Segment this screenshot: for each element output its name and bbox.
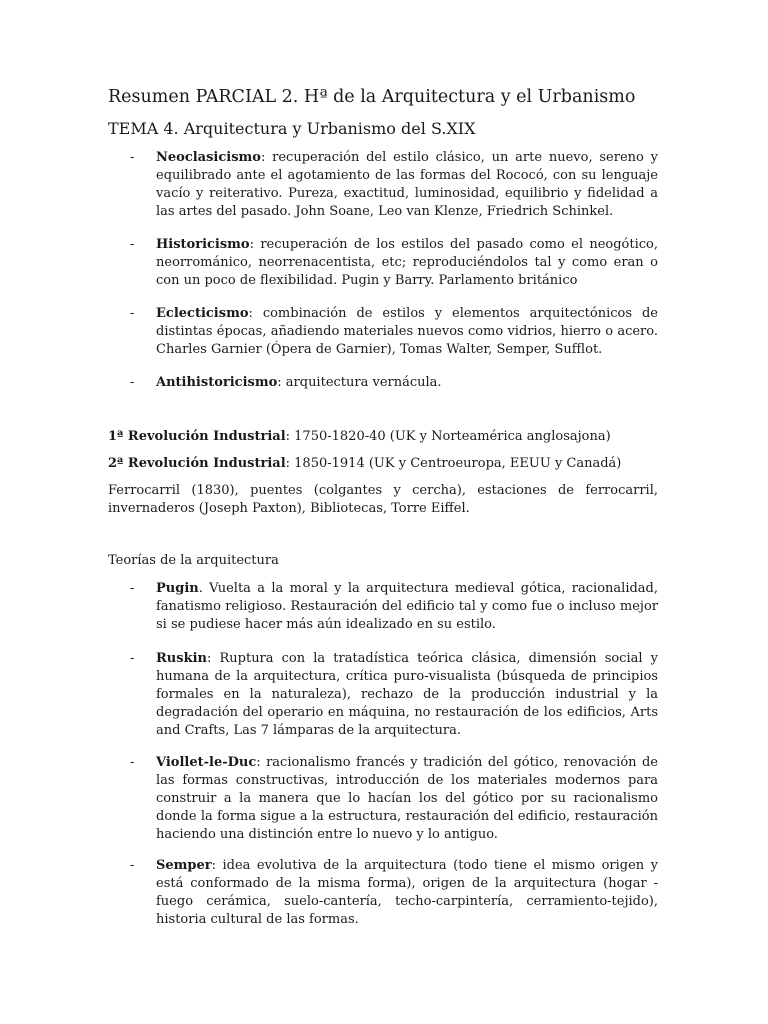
bullet-term: Ruskin (156, 651, 207, 666)
bullet-text (156, 857, 658, 929)
bullet-description: : arquitectura vernácula. (277, 375, 442, 390)
bullet-dash: - (130, 237, 135, 252)
bullet-dash: - (130, 755, 135, 770)
bullet-dash: - (130, 306, 135, 321)
bullet-term: Semper (156, 858, 212, 873)
revolution-term: 2ª Revolución Industrial (108, 456, 286, 471)
bullet-dash: - (130, 375, 135, 390)
bullet-term: Pugin (156, 581, 199, 596)
revolution-term: 1ª Revolución Industrial (108, 429, 286, 444)
section-heading-tema-4: TEMA 4. Arquitectura y Urbanismo del S.XIX (108, 119, 476, 138)
theories-heading: Teorías de la arquitectura (108, 553, 279, 568)
bullet-term: Eclecticismo (156, 306, 249, 321)
bullet-text (156, 374, 658, 392)
bullet-dash: - (130, 581, 135, 596)
bullet-term: Antihistoricismo (156, 375, 278, 390)
revolution-dates: : 1750-1820-40 (UK y Norteamérica anglosajona) (285, 429, 611, 444)
bullet-text (156, 580, 658, 634)
bullet-dash: - (130, 651, 135, 666)
bullet-text (156, 754, 658, 844)
revolution-line-2 (108, 455, 658, 473)
bullet-description: : recuperación del estilo clásico, un arte nuevo, sereno y equilibrado ante el agotamiento de las formas del Rococó, con su lenguaje vacío y reiterativo. Pureza, exactitud, luminosidad, equilibrio y fidelidad a las artes del pasado. John Soane, Leo van Klenze, Friedrich Schinkel. (156, 150, 658, 219)
bullet-text (156, 149, 658, 221)
bullet-term: Neoclasicismo (156, 150, 261, 165)
bullet-term: Historicismo (156, 237, 250, 252)
bullet-description: . Vuelta a la moral y la arquitectura medieval gótica, racionalidad, fanatismo religioso. Restauración del edificio tal y como fue o incluso mejor si se pudiese hacer más aún idealizado en su estilo. (156, 581, 658, 632)
bullet-text (156, 236, 658, 290)
bullet-description: : combinación de estilos y elementos arquitectónicos de distintas épocas, añadiendo materiales nuevos como vidrios, hierro o acero. Charles Garnier (Ópera de Garnier), Tomas Walter, Semper, Sufflot. (156, 306, 658, 357)
bullet-text (156, 650, 658, 740)
document-title: Resumen PARCIAL 2. Hª de la Arquitectura y el Urbanismo (108, 87, 636, 107)
bullet-text (156, 305, 658, 359)
bullet-description: : racionalismo francés y tradición del gótico, renovación de las formas constructivas, introducción de los materiales modernos para construir a la manera que lo hacían los del gótico por su racionalismo donde la forma sigue a la estructura, restauración del edificio, restauración haciendo una distinción entre lo nuevo y lo antiguo. (156, 755, 658, 842)
ferrocarril-paragraph: Ferrocarril (1830), puentes (colgantes y cercha), estaciones de ferrocarril, invernaderos (Joseph Paxton), Bibliotecas, Torre Eiffel. (108, 483, 658, 516)
bullet-description: : idea evolutiva de la arquitectura (todo tiene el mismo origen y está conformado de la misma forma), origen de la arquitectura (hogar -fuego cerámica, suelo-cantería, techo-carpintería, cerramiento-tejido), historia cultural de las formas. (156, 858, 658, 927)
revolution-dates: : 1850-1914 (UK y Centroeuropa, EEUU y Canadá) (285, 456, 622, 471)
revolution-line-1 (108, 428, 658, 446)
bullet-dash: - (130, 858, 135, 873)
bullet-description: : recuperación de los estilos del pasado como el neogótico, neorrománico, neorrenacentista, etc; reproduciéndolos tal y como eran o con un poco de flexibilidad. Pugin y Barry. Parlamento británico (156, 237, 658, 288)
bullet-dash: - (130, 150, 135, 165)
bullet-description: : Ruptura con la tratadística teórica clásica, dimensión social y humana de la arquitectura, crítica puro-visualista (búsqueda de principios formales en la naturaleza), rechazo de la producción industrial y la degradación del operario en máquina, no restauración de los edificios, Arts and Crafts, Las 7 lámparas de la arquitectura. (156, 651, 658, 738)
bullet-term: Viollet-le-Duc (156, 755, 257, 770)
